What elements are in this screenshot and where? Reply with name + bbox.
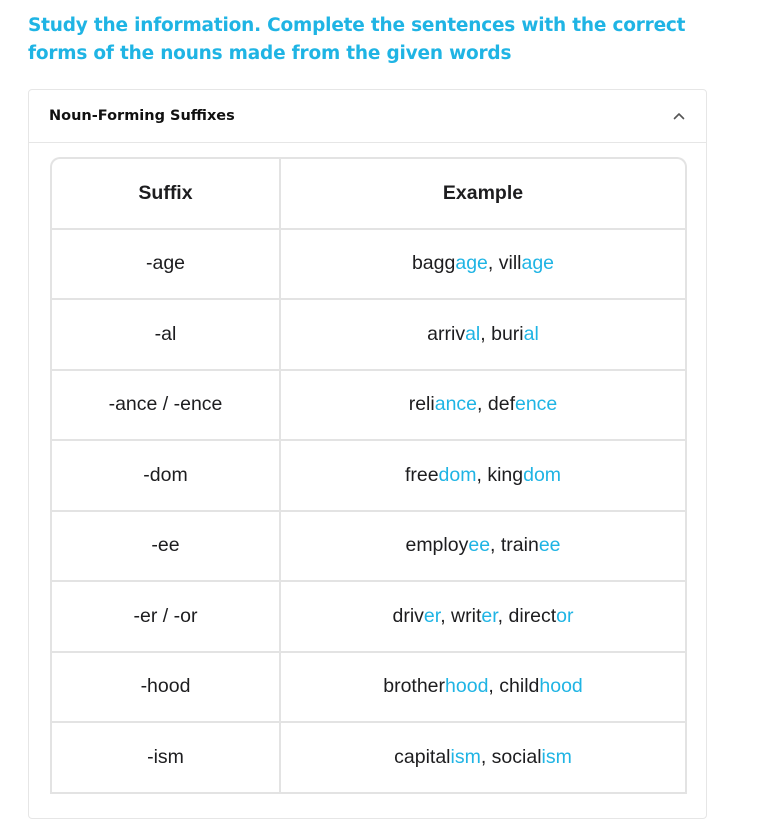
column-header-example: Example	[280, 159, 685, 229]
word-stem: reli	[408, 393, 435, 416]
word-stem: driv	[392, 604, 424, 627]
example-word	[383, 675, 488, 697]
word-stem: bagg	[411, 252, 456, 275]
suffix-cell: -ee	[52, 511, 280, 582]
example-word	[394, 746, 481, 768]
example-separator: ,	[487, 252, 499, 275]
table-row	[52, 440, 685, 511]
example-separator: ,	[488, 675, 500, 698]
word-stem: child	[499, 675, 540, 698]
example-word	[393, 605, 441, 627]
example-cell	[280, 722, 685, 793]
word-suffix-highlight: age	[521, 252, 555, 275]
table-row	[52, 652, 685, 723]
word-stem: brother	[383, 675, 446, 698]
example-word	[427, 323, 480, 345]
table-row	[52, 370, 685, 441]
word-suffix-highlight: or	[556, 604, 574, 627]
example-word	[499, 675, 583, 697]
word-suffix-highlight: er	[423, 604, 441, 627]
word-stem: employ	[405, 534, 469, 557]
word-stem: free	[404, 463, 439, 486]
example-word	[508, 605, 573, 627]
table-row	[52, 229, 685, 300]
suffix-cell: -ism	[52, 722, 280, 793]
example-word	[405, 464, 477, 486]
word-suffix-highlight: dom	[438, 463, 477, 486]
word-stem: king	[487, 463, 524, 486]
table-row	[52, 511, 685, 582]
word-stem: social	[491, 745, 542, 768]
word-suffix-highlight: ism	[541, 745, 572, 768]
example-cell	[280, 652, 685, 723]
example-separator: ,	[476, 463, 488, 486]
table-body	[52, 229, 685, 793]
example-word	[405, 534, 490, 556]
example-word	[499, 252, 554, 274]
word-stem: capital	[394, 745, 451, 768]
table-header-row	[52, 159, 685, 229]
word-suffix-highlight: al	[523, 322, 539, 345]
suffix-table-container	[50, 157, 687, 794]
example-cell	[280, 511, 685, 582]
word-suffix-highlight: ee	[538, 534, 561, 557]
example-cell	[280, 440, 685, 511]
suffix-table	[52, 159, 685, 794]
example-cell	[280, 581, 685, 652]
suffix-cell: -dom	[52, 440, 280, 511]
accordion-header[interactable]	[29, 90, 706, 143]
word-suffix-highlight: dom	[523, 463, 562, 486]
word-stem: arriv	[427, 322, 466, 345]
example-word	[412, 252, 488, 274]
suffix-cell: -age	[52, 229, 280, 300]
example-separator: ,	[477, 393, 488, 416]
exercise-instruction: Study the information. Complete the sentences with the correct forms of the nouns made from the given words	[28, 15, 686, 64]
word-stem: writ	[451, 604, 482, 627]
table-row	[52, 722, 685, 793]
column-header-suffix: Suffix	[52, 159, 280, 229]
example-separator: ,	[480, 745, 492, 768]
example-separator: ,	[440, 604, 452, 627]
suffix-cell: -ance / -ence	[52, 370, 280, 441]
suffix-cell: -er / -or	[52, 581, 280, 652]
noun-suffixes-accordion	[28, 89, 707, 819]
word-stem: def	[487, 393, 515, 416]
example-cell	[280, 229, 685, 300]
suffix-cell: -hood	[52, 652, 280, 723]
word-suffix-highlight: al	[465, 322, 481, 345]
example-word	[488, 393, 557, 415]
example-word	[501, 534, 561, 556]
chevron-up-icon[interactable]	[672, 109, 686, 123]
word-suffix-highlight: er	[481, 604, 498, 627]
word-suffix-highlight: hood	[539, 675, 583, 698]
example-separator: ,	[480, 322, 492, 345]
example-word	[409, 393, 477, 415]
word-stem: vill	[498, 252, 522, 275]
example-word	[451, 605, 498, 627]
word-suffix-highlight: ee	[468, 534, 491, 557]
word-suffix-highlight: ism	[450, 745, 481, 768]
example-cell	[280, 370, 685, 441]
word-suffix-highlight: hood	[445, 675, 489, 698]
word-stem: direct	[508, 604, 557, 627]
example-separator: ,	[497, 604, 509, 627]
word-stem: train	[500, 534, 539, 557]
table-row	[52, 299, 685, 370]
example-cell	[280, 299, 685, 370]
word-suffix-highlight: ence	[514, 393, 558, 416]
word-suffix-highlight: ance	[434, 393, 478, 416]
word-stem: buri	[491, 322, 524, 345]
table-row	[52, 581, 685, 652]
example-word	[491, 323, 539, 345]
suffix-cell: -al	[52, 299, 280, 370]
example-separator: ,	[490, 534, 501, 557]
accordion-title: Noun-Forming Suffixes	[49, 108, 235, 124]
example-word	[492, 746, 572, 768]
word-suffix-highlight: age	[455, 252, 488, 275]
example-word	[487, 464, 561, 486]
